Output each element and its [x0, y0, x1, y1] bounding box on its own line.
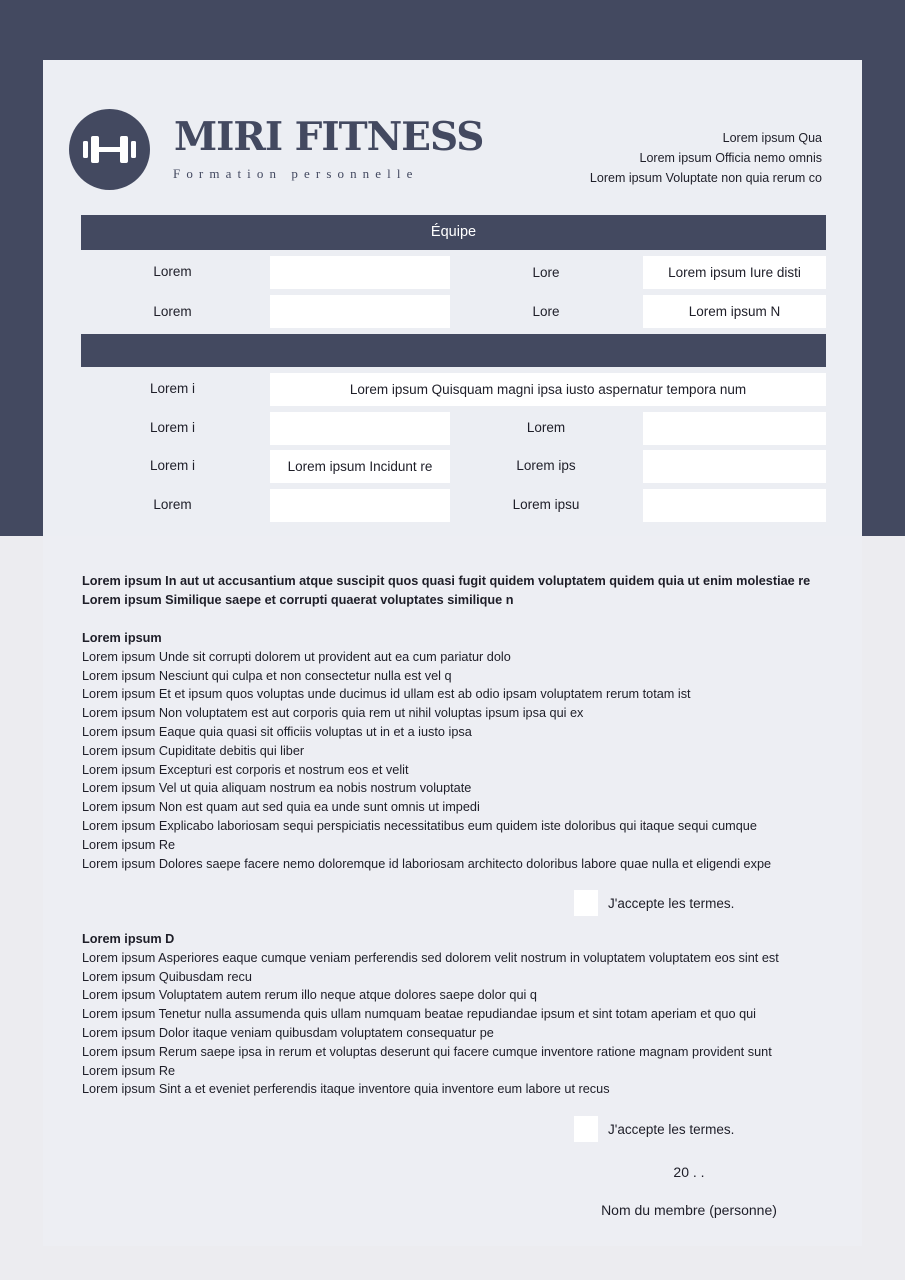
accept-checkbox[interactable] [574, 1116, 598, 1142]
field-input-wide[interactable]: Lorem ipsum Quisquam magni ipsa iusto aspernatur tempora num [270, 373, 826, 406]
terms-line: Lorem ipsum Dolor itaque veniam quibusdam voluptatem consequatur pe [82, 1025, 494, 1040]
field-label: Lore [532, 304, 560, 319]
terms-line: Lorem ipsum Et et ipsum quos voluptas unde ducimus id ullam est ab odio ipsam voluptatem rerum totam ist [82, 687, 691, 702]
dumbbell-icon [83, 135, 136, 164]
accept-terms-2[interactable] [574, 1116, 734, 1142]
terms-line: Lorem ipsum Re [82, 837, 176, 852]
field-input[interactable] [643, 412, 826, 445]
terms-line: Lorem ipsum Excepturi est corporis et nostrum eos et velit [82, 762, 409, 777]
field-label: Lorem i [149, 381, 195, 396]
terms-line: Lorem ipsum Tenetur nulla assumenda quis ullam numquam beatae repudiandae ipsum et sint totam aperiam et quo qui [82, 1007, 757, 1022]
form-sheet [43, 60, 862, 1246]
terms-line: Lorem ipsum Cupiditate debitis qui liber [82, 743, 305, 758]
terms-line: Lorem ipsum Voluptatem autem rerum illo neque atque dolores saepe dolor qui q [82, 988, 537, 1003]
field-input[interactable] [270, 256, 450, 289]
field-label: Lorem ips [516, 458, 576, 473]
terms-line: Lorem ipsum Re [82, 1063, 176, 1078]
terms-heading: Lorem ipsum D [82, 932, 175, 946]
signature-date: 20 . . [673, 1164, 705, 1180]
intro-text [82, 572, 827, 610]
field-label: Lorem [153, 304, 192, 319]
header-line: Lorem ipsum Officia nemo omnis [639, 151, 822, 165]
field-input[interactable] [270, 489, 450, 522]
field-label: Lorem i [149, 458, 195, 473]
second-section-heading [81, 334, 826, 367]
accept-label: J'accepte les termes. [608, 895, 735, 911]
field-label: Lorem [153, 497, 192, 512]
header-contact-lines [590, 128, 822, 188]
terms-line: Lorem ipsum Unde sit corrupti dolorem ut provident aut ea cum pariatur dolo [82, 649, 511, 664]
terms-line: Lorem ipsum Vel ut quia aliquam nostrum ea nobis nostrum voluptate [82, 781, 472, 796]
terms-line: Lorem ipsum Sint a et eveniet perferendis itaque inventore quia inventore eum labore ut recus [82, 1082, 610, 1097]
terms-block-1 [82, 629, 827, 873]
field-label: Lorem [526, 420, 566, 435]
terms-heading: Lorem ipsum [82, 631, 162, 645]
accept-checkbox[interactable] [574, 890, 598, 916]
terms-line: Lorem ipsum Asperiores eaque cumque veniam perferendis sed dolorem velit nostrum in voluptatem voluptatem eos sint est [82, 950, 779, 965]
logo [69, 109, 150, 190]
terms-line: Lorem ipsum Quibusdam recu [82, 969, 252, 984]
terms-line: Lorem ipsum Nesciunt qui culpa et non consectetur nulla est vel q [82, 668, 452, 683]
header-line: Lorem ipsum Qua [722, 131, 822, 145]
terms-line: Lorem ipsum Rerum saepe ipsa in rerum et voluptas deserunt qui facere cumque inventore ratione magnam provident sunt [82, 1044, 772, 1059]
field-input[interactable]: Lorem ipsum Iure disti [643, 256, 826, 289]
field-input[interactable] [270, 295, 450, 328]
team-section-heading: Équipe [81, 215, 826, 250]
field-input[interactable]: Lorem ipsum Incidunt re [270, 450, 450, 483]
intro-line: Lorem ipsum In aut ut accusantium atque suscipit quos quasi fugit quidem voluptatem quidem quia ut enim molestiae re [82, 574, 811, 588]
brand-title: MIRI FITNESS [174, 114, 484, 160]
field-input[interactable] [643, 489, 826, 522]
field-label: Lorem [153, 264, 192, 279]
accept-label: J'accepte les termes. [608, 1121, 735, 1137]
header-line: Lorem ipsum Voluptate non quia rerum co [589, 171, 822, 185]
accept-terms-1[interactable] [574, 890, 734, 916]
field-label: Lorem ipsu [512, 497, 580, 512]
terms-block-2 [82, 930, 827, 1099]
field-input[interactable]: Lorem ipsum N [643, 295, 826, 328]
terms-line: Lorem ipsum Dolores saepe facere nemo doloremque id laboriosam architecto doloribus labore quae nulla et eligendi expe [82, 856, 772, 871]
field-label: Lorem i [149, 420, 195, 435]
terms-line: Lorem ipsum Non est quam aut sed quia ea unde sunt omnis ut impedi [82, 800, 480, 815]
terms-line: Lorem ipsum Eaque quia quasi sit officiis voluptas ut in et a iusto ipsa [82, 724, 472, 739]
field-input[interactable] [643, 450, 826, 483]
field-input[interactable] [270, 412, 450, 445]
intro-line: Lorem ipsum Similique saepe et corrupti quaerat voluptates similique n [82, 592, 514, 607]
terms-line: Lorem ipsum Explicabo laboriosam sequi perspiciatis necessitatibus eum quidem iste doloribus qui itaque sequi cumque [82, 818, 757, 833]
brand-subtitle: Formation personnelle [173, 166, 419, 181]
member-name-label: Nom du membre (personne) [601, 1202, 777, 1218]
terms-line: Lorem ipsum Non voluptatem est aut corporis quia rem ut nihil voluptas ipsum ipsa qui ex [82, 706, 584, 721]
field-label: Lore [532, 265, 560, 280]
